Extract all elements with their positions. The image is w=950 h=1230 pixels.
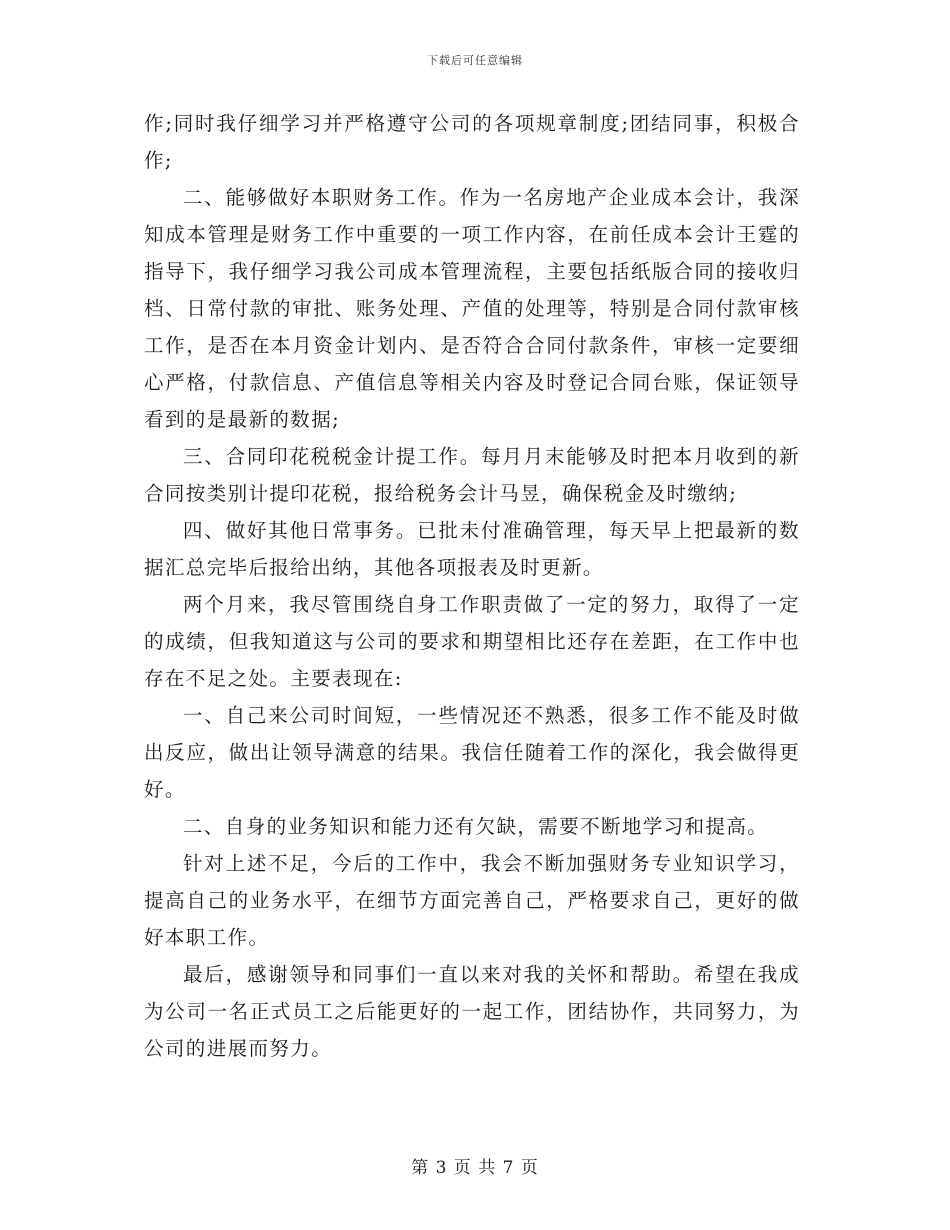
paragraph-9: 最后，感谢领导和同事们一直以来对我的关怀和帮助。希望在我成为公司一名正式员工之后能更好的一起工作，团结协作，共同努力，为公司的进展而努力。 [144,963,800,1060]
paragraph-2: 二、能够做好本职财务工作。作为一名房地产企业成本会计，我深知成本管理是财务工作中重要的一项工作内容，在前任成本会计王霆的指导下，我仔细学习我公司成本管理流程，主要包括纸版合同的接收归档、日常付款的审批、账务处理、产值的处理等，特别是合同付款审核工作，是否在本月资金计划内、是否符合合同付款条件，审核一定要细心严格，付款信息、产值信息等相关内容及时登记合同台账，保证领导看到的是最新的数据; [144,186,800,431]
document-body [144,105,800,1067]
page-footer: 第 3 页 共 7 页 [411,1158,539,1178]
paragraph-3: 三、合同印花税税金计提工作。每月月末能够及时把本月收到的新合同按类别计提印花税，报给税务会计马昱，确保税金及时缴纳; [144,445,800,505]
paragraph-1: 作;同时我仔细学习并严格遵守公司的各项规章制度;团结同事，积极合作; [144,112,800,172]
paragraph-4: 四、做好其他日常事务。已批未付准确管理，每天早上把最新的数据汇总完毕后报给出纳，其他各项报表及时更新。 [144,519,800,579]
paragraph-5: 两个月来，我尽管围绕自身工作职责做了一定的努力，取得了一定的成绩，但我知道这与公司的要求和期望相比还存在差距，在工作中也存在不足之处。主要表现在: [144,593,800,690]
paragraph-6: 一、自己来公司时间短，一些情况还不熟悉，很多工作不能及时做出反应，做出让领导满意的结果。我信任随着工作的深化，我会做得更好。 [144,704,800,801]
page-header: 下载后可任意编辑 [427,54,523,67]
paragraph-7: 二、自身的业务知识和能力还有欠缺，需要不断地学习和提高。 [183,815,769,838]
paragraph-8: 针对上述不足，今后的工作中，我会不断加强财务专业知识学习，提高自己的业务水平，在细节方面完善自己，严格要求自己，更好的做好本职工作。 [144,852,800,949]
